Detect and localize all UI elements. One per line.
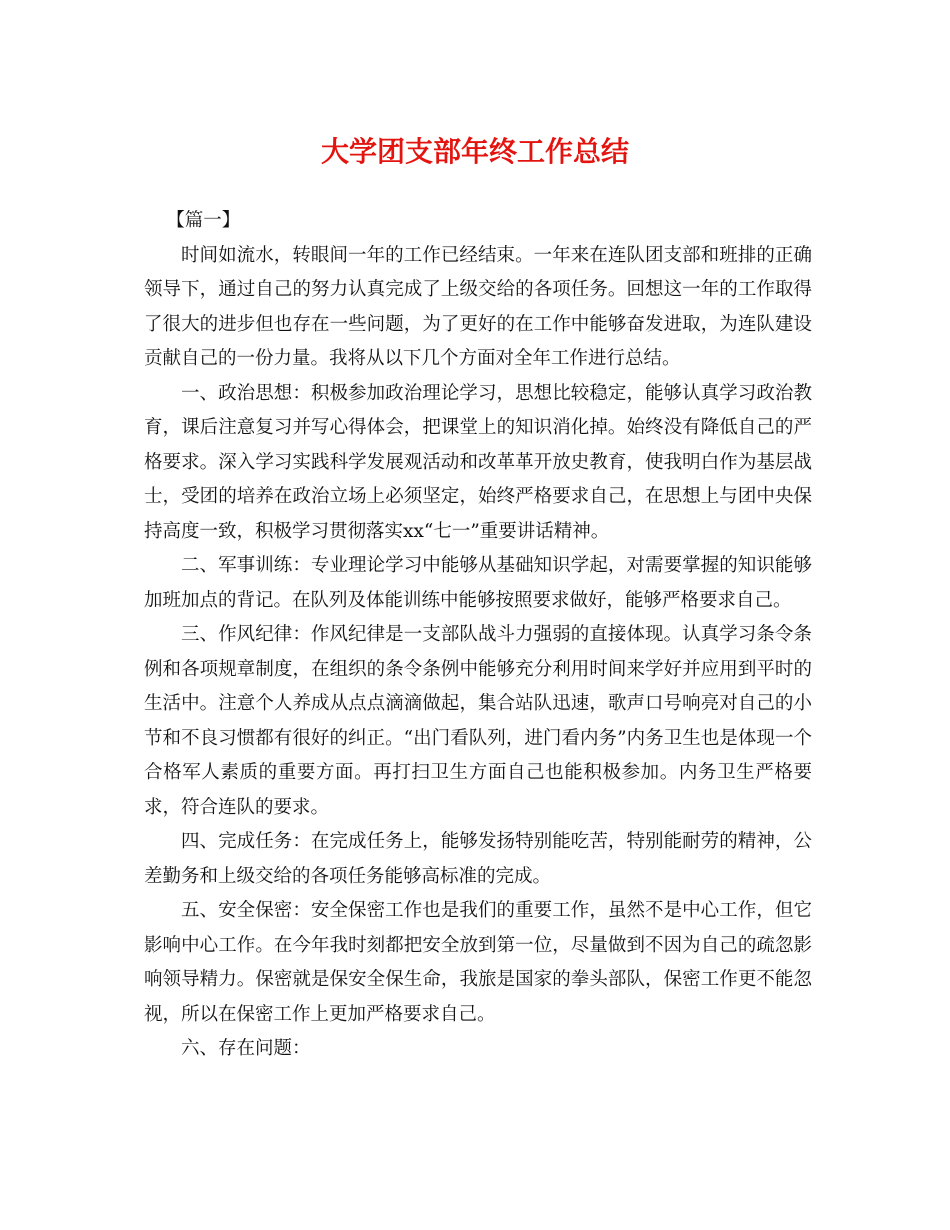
paragraph-task-completion: 四、完成任务：在完成任务上，能够发扬特别能吃苦，特别能耐劳的精神，公差勤务和上级交给的各项任务能够高标准的完成。 [144, 831, 812, 887]
paragraph-political-thought: 一、政治思想：积极参加政治理论学习，思想比较稳定，能够认真学习政治教育，课后注意复习并写心得体会，把课堂上的知识消化掉。始终没有降低自己的严格要求。深入学习实践科学发展观活动和改革革开放史教育，使我明白作为基层战士，受团的培养在政治立场上必须坚定，始终严格要求自己，在思想上与团中央保持高度一致，积极学习贯彻落实xx“七一”重要讲话精神。 [144, 382, 812, 542]
document-title: 大学团支部年终工作总结 [320, 135, 629, 168]
paragraph-discipline: 三、作风纪律：作风纪律是一支部队战斗力强弱的直接体现。认真学习条令条例和各项规章制度，在组织的条令条例中能够充分利用时间来学好并应用到平时的生活中。注意个人养成从点点滴滴做起，集合站队迅速，歌声口号响亮对自己的小节和不良习惯都有很好的纠正。“出门看队列，进门看内务”内务卫生也是体现一个合格军人素质的重要方面。再打扫卫生方面自己也能积极参加。内务卫生严格要求，符合连队的要求。 [144, 624, 812, 818]
section-label: 【篇一】 [166, 210, 241, 231]
paragraph-military-training: 二、军事训练：专业理论学习中能够从基础知识学起，对需要掌握的知识能够加班加点的背记。在队列及体能训练中能够按照要求做好，能够严格要求自己。 [144, 555, 812, 611]
intro-paragraph: 时间如流水，转眼间一年的工作已经结束。一年来在连队团支部和班排的正确领导下，通过自己的努力认真完成了上级交给的各项任务。回想这一年的工作取得了很大的进步但也存在一些问题，为了更好的在工作中能够奋发进取，为连队建设贡献自己的一份力量。我将从以下几个方面对全年工作进行总结。 [144, 244, 812, 369]
paragraph-problems-heading: 六、存在问题： [181, 1038, 311, 1059]
document-body [144, 204, 812, 1067]
paragraph-security: 五、安全保密：安全保密工作也是我们的重要工作，虽然不是中心工作，但它影响中心工作。在今年我时刻都把安全放到第一位，尽量做到不因为自己的疏忽影响领导精力。保密就是保安全保生命，我旅是国家的拳头部队，保密工作更不能忽视，所以在保密工作上更加严格要求自己。 [144, 900, 812, 1025]
